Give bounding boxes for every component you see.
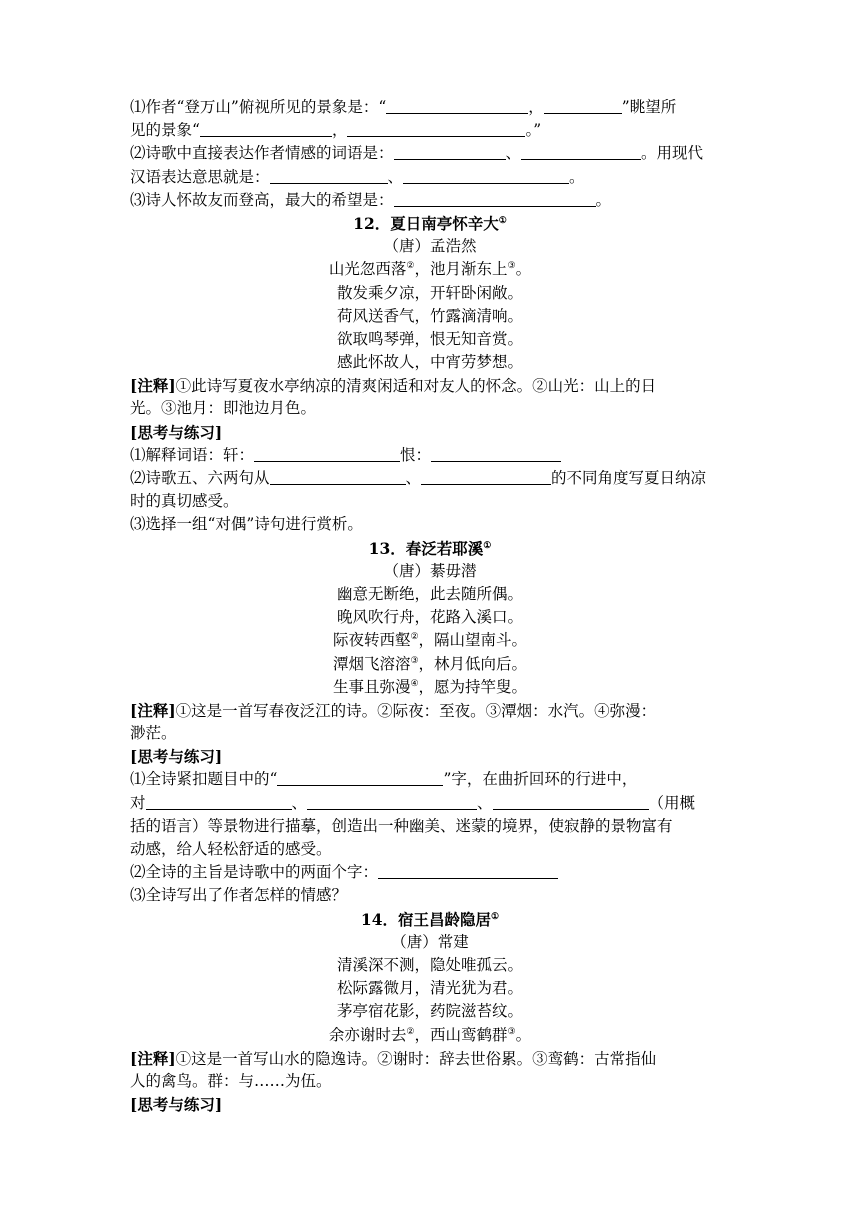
notes-text: ①这是一首写山水的隐逸诗。②谢时：辞去世俗累。③鸾鹤：古常指仙: [175, 1049, 657, 1068]
poem14-verse-4: [130, 1024, 730, 1047]
footnote-marker: ③: [410, 655, 419, 666]
q11-text: ⑶诗人怀故友而登高，最大的希望是：: [130, 190, 394, 209]
question-text: 、: [477, 793, 493, 812]
q11-text: 。: [595, 190, 612, 209]
question-text: ⑴解释词语：轩：: [130, 445, 255, 464]
q11-text: ”眺望所: [621, 98, 677, 116]
q11-text: ⑴作者“登万山”俯视所见的景象是：“: [130, 98, 387, 116]
footnote-marker: ②: [406, 261, 415, 272]
question-text: ⑵全诗的主旨是诗歌中的两面个字：: [130, 863, 379, 882]
verse-text: 际夜转西壑: [332, 631, 411, 650]
footnote-marker: ②: [410, 632, 419, 643]
q11-text: 、: [505, 144, 522, 163]
footnote-marker: ③: [507, 1026, 516, 1037]
poem13-verse-2: 晚风吹行舟，花路入溪口。: [336, 608, 523, 627]
answer-blank[interactable]: [521, 144, 641, 160]
poem13-verse-1: 幽意无断绝，此去随所偶。: [336, 584, 523, 603]
poem-title-text: 14．宿王昌龄隐居: [360, 909, 491, 929]
answer-blank[interactable]: [200, 121, 332, 137]
question-text: 、: [291, 793, 308, 812]
poem12-verse-3: 荷风送香气，竹露滴清响。: [336, 306, 523, 325]
question-text: 的不同角度写夏日纳凉: [551, 469, 707, 487]
question-text: ⑴全诗紧扣题目中的“: [130, 770, 278, 789]
notes-text: ①此诗写夏夜水亭纳凉的清爽闲适和对友人的怀念。②山光：山上的日: [175, 377, 657, 396]
question-text: ”字，在曲折回环的行进中，: [443, 770, 638, 789]
answer-blank[interactable]: [347, 121, 525, 137]
answer-blank[interactable]: [421, 469, 551, 485]
poem-title-text: 12．夏日南亭怀辛大: [353, 213, 499, 233]
answer-blank[interactable]: [394, 191, 596, 207]
poem13-q2: [130, 861, 730, 884]
poem14-author: （唐）常建: [391, 932, 469, 951]
verse-text: ，西山鸾鹤群: [414, 1025, 508, 1044]
poem13-q3: ⑶全诗写出了作者怎样的情感？: [130, 886, 348, 905]
poem12-q2-line2: 时的真切感受。: [130, 492, 239, 511]
poem14-verse-3: 茅亭宿花影，药院滋苔纹。: [336, 1002, 523, 1021]
poem12-q3: ⑶选择一组“对偶”诗句进行赏析。: [130, 515, 363, 534]
poem14-practice-heading: [思考与练习]: [130, 1095, 223, 1115]
answer-blank[interactable]: [493, 794, 649, 810]
verse-text: 。: [515, 260, 532, 279]
footnote-marker: ①: [498, 215, 507, 226]
poem12-title: [130, 212, 730, 235]
question-text: 、: [405, 469, 422, 487]
poem13-verse-5: [130, 676, 730, 699]
question-text: 对: [130, 793, 146, 812]
poem13-notes-line1: [130, 699, 730, 722]
q11-text: 见的景象“: [130, 121, 200, 140]
verse-text: 。: [515, 1025, 532, 1044]
answer-blank[interactable]: [386, 98, 528, 114]
poem13-notes-line2: 渺茫。: [130, 724, 177, 743]
poem14-notes-line1: [130, 1047, 730, 1070]
verse-text: ，林月低向后。: [418, 654, 528, 673]
answer-blank[interactable]: [270, 168, 388, 184]
poem13-practice-heading: [思考与练习]: [130, 747, 223, 767]
answer-blank[interactable]: [254, 446, 400, 462]
q11-text: 。”: [525, 121, 542, 140]
q11-text: ，: [331, 121, 348, 140]
answer-blank[interactable]: [146, 794, 292, 810]
poem14-verse-2: 松际露微月，清光犹为君。: [336, 979, 523, 998]
poem13-verse-3: [130, 629, 730, 652]
question-text: （用概: [648, 793, 696, 812]
notes-text: ①这是一首写春夜泛江的诗。②际夜：至夜。③潭烟：水汽。④弥漫：: [175, 701, 657, 720]
q11-item2-line2: [130, 166, 730, 189]
q11-text: ，: [528, 98, 544, 116]
poem12-notes-line2: 光。③池月：即池边月色。: [130, 399, 317, 418]
answer-blank[interactable]: [431, 446, 561, 462]
document-page: [130, 96, 730, 1116]
q11-item1-line2: [130, 119, 730, 142]
notes-label: [注释]: [130, 1048, 176, 1068]
poem12-verse-5: 感此怀故人，中宵劳梦想。: [336, 353, 523, 372]
answer-blank[interactable]: [270, 469, 406, 485]
footnote-marker: ①: [483, 540, 492, 551]
answer-blank[interactable]: [544, 98, 622, 114]
poem14-title: [130, 908, 730, 931]
verse-text: 生事且弥漫: [332, 677, 411, 696]
q11-text: 。: [569, 167, 585, 186]
poem13-q1-line1: [130, 768, 730, 791]
poem13-author: （唐）綦毋潜: [383, 561, 477, 580]
verse-text: ，愿为持竿叟。: [418, 677, 528, 696]
poem12-verse-1: [130, 258, 730, 281]
verse-text: 余亦谢时去: [328, 1025, 407, 1044]
question-text: ⑵诗歌五、六两句从: [130, 469, 270, 487]
answer-blank[interactable]: [394, 144, 506, 160]
footnote-marker: ③: [507, 261, 516, 272]
notes-label: [注释]: [130, 700, 176, 720]
q11-text: 汉语表达意思就是：: [130, 167, 270, 186]
q11-item2-line1: [130, 142, 730, 165]
question-text: 恨：: [400, 445, 432, 464]
verse-text: ，池月渐东上: [414, 260, 508, 279]
poem14-verse-1: 清溪深不测，隐处唯孤云。: [336, 955, 523, 974]
poem13-title: [130, 537, 730, 560]
answer-blank[interactable]: [378, 863, 558, 879]
verse-text: 山光忽西落: [328, 260, 407, 279]
poem12-q2-line1: [130, 467, 730, 490]
answer-blank[interactable]: [307, 794, 477, 810]
poem12-practice-heading: [思考与练习]: [130, 422, 223, 442]
poem13-verse-4: [130, 653, 730, 676]
poem12-verse-4: 欲取鸣琴弹，恨无知音赏。: [336, 329, 523, 348]
poem12-author: （唐）孟浩然: [383, 237, 477, 256]
verse-text: 潭烟飞溶溶: [332, 654, 411, 673]
poem12-q1: [130, 444, 730, 467]
footnote-marker: ④: [410, 678, 419, 689]
footnote-marker: ①: [491, 911, 500, 922]
answer-blank[interactable]: [403, 168, 569, 184]
notes-label: [注释]: [130, 376, 176, 396]
poem13-q1-line3: 括的语言）等景物进行描摹，创造出一种幽美、迷蒙的境界，使寂静的景物富有: [130, 816, 673, 835]
q11-item3: [130, 189, 730, 212]
poem14-notes-line2: 人的禽鸟。群：与……为伍。: [130, 1071, 332, 1090]
answer-blank[interactable]: [277, 770, 443, 786]
poem13-q1-line4: 动感，给人轻松舒适的感受。: [130, 840, 332, 858]
q11-text: 、: [387, 167, 404, 186]
poem12-verse-2: 散发乘夕凉，开轩卧闲敞。: [336, 283, 523, 302]
poem-title-text: 13．春泛若耶溪: [368, 538, 484, 558]
verse-text: ，隔山望南斗。: [418, 631, 528, 650]
poem13-q1-line2: [130, 792, 730, 815]
q11-text: ⑵诗歌中直接表达作者情感的词语是：: [130, 144, 394, 163]
q11-item1-line1: [130, 96, 730, 119]
q11-text: 。用现代: [641, 144, 704, 163]
footnote-marker: ②: [406, 1026, 415, 1037]
poem12-notes-line1: [130, 374, 730, 397]
